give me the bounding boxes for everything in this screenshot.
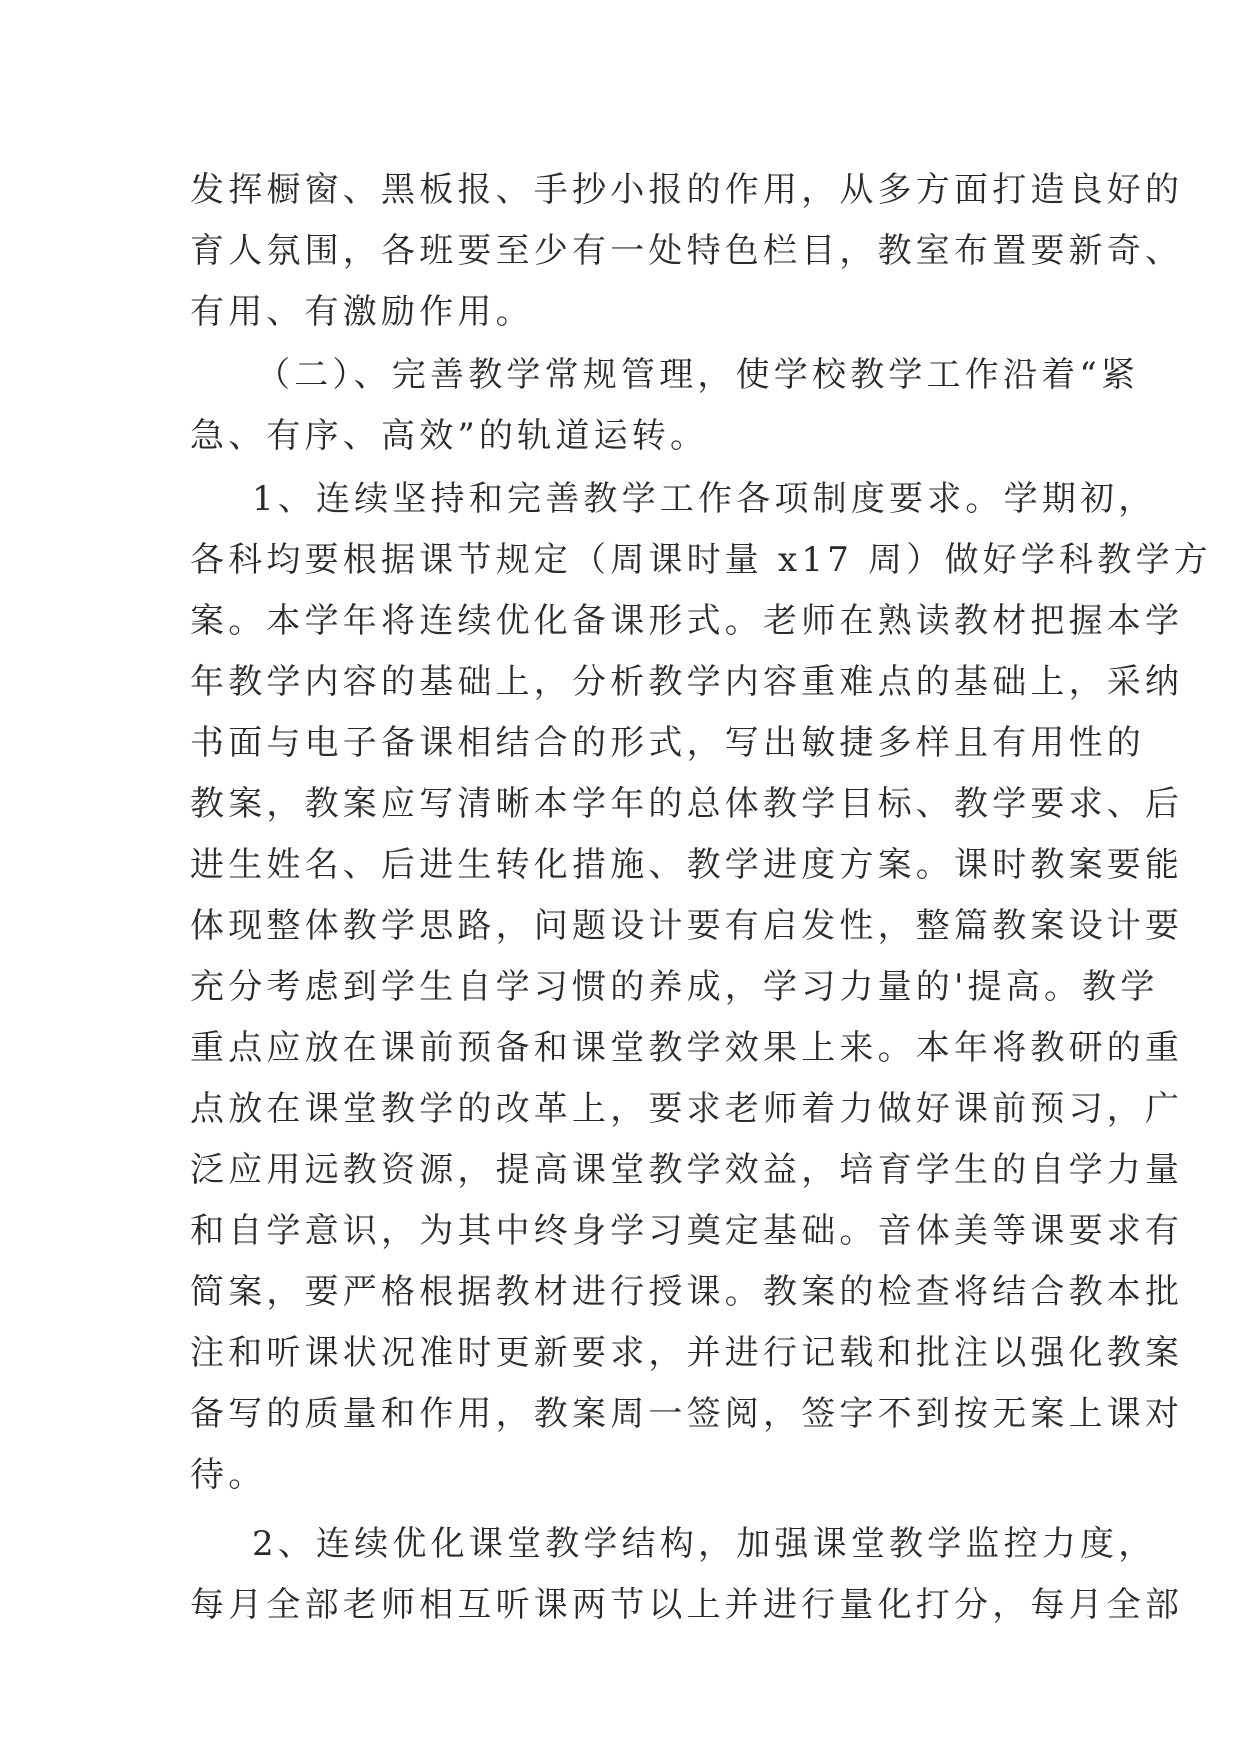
text-line: 案。本学年将连续优化备课形式。老师在熟读教材把握本学 [190, 601, 1184, 641]
text-line: 教案，教案应写清晰本学年的总体教学目标、教学要求、后 [190, 784, 1184, 824]
section-heading-line: （二）、完善教学常规管理，使学校教学工作沿着“紧 [256, 355, 1140, 395]
text-line: 充分考虑到学生自学习惯的养成，学习力量的'提高。教学 [190, 967, 1159, 1007]
text-line: 每月全部老师相互听课两节以上并进行量化打分，每月全部 [190, 1585, 1184, 1625]
text-line: 点放在课堂教学的改革上，要求老师着力做好课前预习，广 [190, 1089, 1184, 1129]
text-line: 发挥橱窗、黑板报、手抄小报的作用，从多方面打造良好的 [190, 170, 1184, 210]
document-body [190, 160, 1212, 1636]
text-line: 和自学意识，为其中终身学习奠定基础。音体美等课要求有 [190, 1211, 1184, 1251]
text-line: 待。 [190, 1455, 267, 1495]
text-line: 泛应用远教资源，提高课堂教学效益，培育学生的自学力量 [190, 1150, 1184, 1190]
text-line: 有用、有激励作用。 [190, 292, 534, 332]
text-line: 重点应放在课前预备和课堂教学效果上来。本年将教研的重 [190, 1028, 1184, 1068]
text-line: 体现整体教学思路，问题设计要有启发性，整篇教案设计要 [190, 906, 1184, 946]
paragraph-start-line: 2、连续优化课堂教学结构，加强课堂教学监控力度， [252, 1524, 1157, 1564]
section-heading-line: 急、有序、高效”的轨道运转。 [190, 416, 709, 456]
text-line: 简案，要严格根据教材进行授课。教案的检查将结合教本批 [190, 1272, 1184, 1312]
text-line: 书面与电子备课相结合的形式，写出敏捷多样且有用性的 [190, 723, 1145, 763]
text-line: 育人氛围，各班要至少有一处特色栏目，教室布置要新奇、 [190, 231, 1184, 271]
text-line: 各科均要根据课节规定（周课时量 x17 周）做好学科教学方 [190, 540, 1212, 580]
paragraph-start-line: 1、连续坚持和完善教学工作各项制度要求。学期初， [252, 479, 1157, 519]
text-line: 注和听课状况准时更新要求，并进行记载和批注以强化教案 [190, 1333, 1184, 1373]
text-line: 备写的质量和作用，教案周一签阅，签字不到按无案上课对 [190, 1394, 1184, 1434]
text-line: 年教学内容的基础上，分析教学内容重难点的基础上，采纳 [190, 662, 1184, 702]
text-line: 进生姓名、后进生转化措施、教学进度方案。课时教案要能 [190, 845, 1184, 885]
